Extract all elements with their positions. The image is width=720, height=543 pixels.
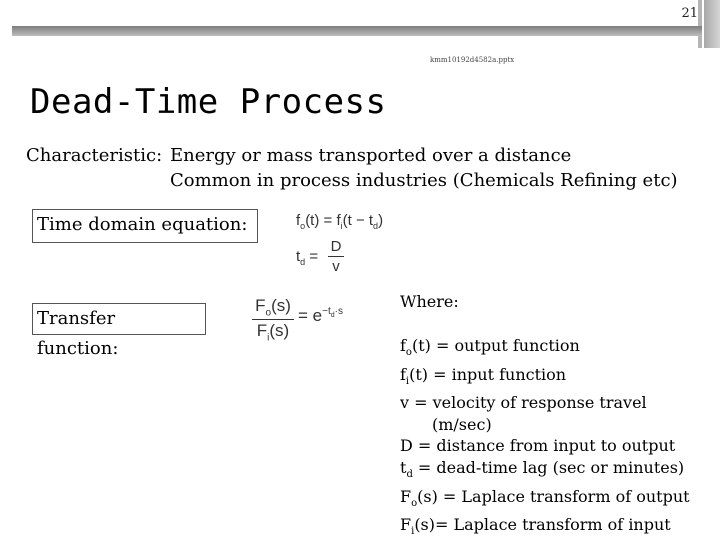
definitions-list: [400, 335, 690, 543]
slide-title: Dead-Time Process: [30, 82, 387, 122]
characteristic-line-2: Common in process industries (Chemicals Refining etc): [170, 170, 678, 191]
dead-time-fraction: D v: [328, 238, 344, 275]
time-domain-label-box: Time domain equation:: [32, 209, 258, 243]
definition-item: $F_o(s)$ = Laplace transform of output: [400, 486, 690, 509]
definition-item: D = distance from input to output: [400, 436, 676, 456]
definition-item: v = velocity of response travel: [400, 393, 647, 413]
decorative-bar-right: [704, 0, 720, 48]
definition-item: $f_o(t)$ = output function: [400, 336, 580, 359]
characteristic-label: Characteristic:: [26, 145, 163, 166]
decorative-bar-top: [12, 26, 702, 36]
definition-item-continuation: (m/sec): [432, 414, 492, 434]
definition-item: $t_d$ = dead-time lag (sec or minutes): [400, 457, 685, 481]
characteristic-line-1: Energy or mass transported over a distance: [170, 145, 572, 166]
file-name: kmm10192d4582a.pptx: [430, 56, 515, 64]
where-label: Where:: [400, 292, 459, 311]
definition-item: $f_i(t)$ = input function: [400, 364, 567, 387]
transfer-function-fraction: $F_o(s)$ $F_i(s)$: [252, 296, 294, 344]
slide-number: 21: [681, 6, 698, 21]
definition-item: $F_i(s)=$ Laplace transform of input: [400, 515, 671, 538]
transfer-function-rhs: = $e^{-t_d\cdot s}$: [298, 306, 343, 325]
time-domain-equation: $f_o(t) = f_i(t - t_d)$: [296, 212, 384, 231]
dead-time-equation-lhs: $t_d$ =: [296, 248, 319, 267]
decorative-bar-right-thin: [698, 0, 702, 48]
transfer-function-label-box: Transfer function:: [32, 303, 206, 335]
